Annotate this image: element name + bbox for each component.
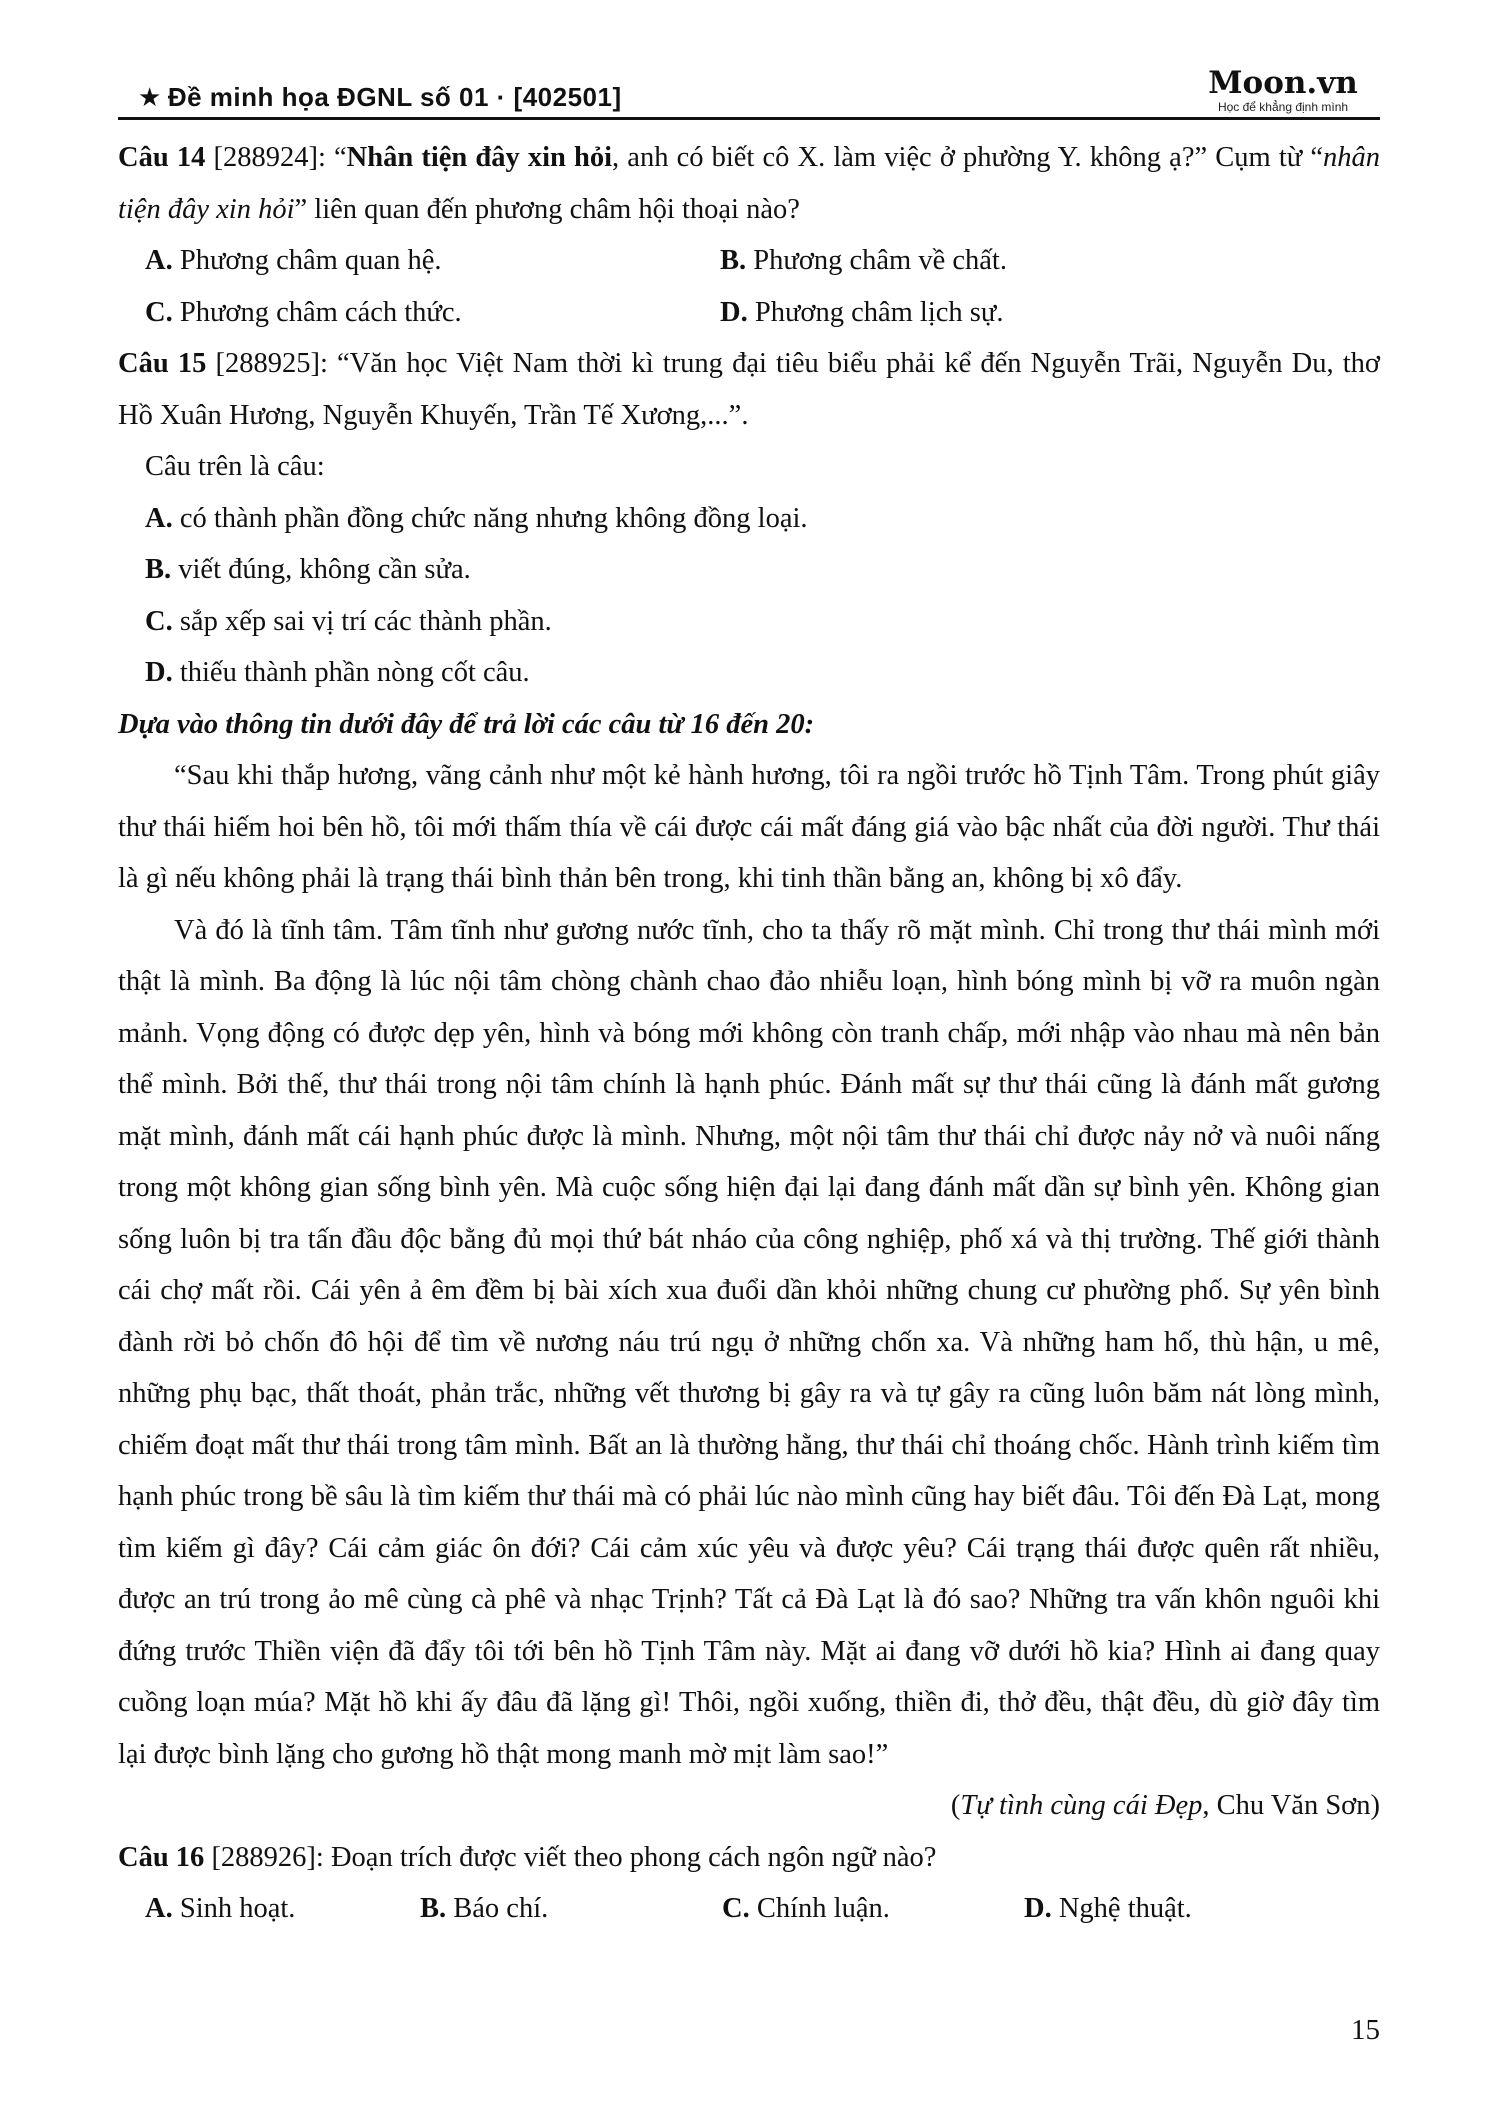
brand-name: Moon.vn — [1208, 65, 1358, 101]
question-14: Câu 14 [288924]: “Nhân tiện đây xin hỏi, anh có biết cô X. làm việc ở phường Y. không ạ?” Cụm từ “nhân tiện đây xin hỏi” liên quan đến phương châm hội thoại nào? — [118, 142, 1380, 225]
question-15: Câu 15 [288925]: “Văn học Việt Nam thời kì trung đại tiêu biểu phải kể đến Nguyễn Trãi, Nguyễn Du, thơ Hồ Xuân Hương, Nguyễn Khuyến, Trần Tế Xương,...”. — [118, 348, 1380, 431]
brand-logo — [1188, 66, 1378, 114]
page-content — [118, 132, 1380, 1935]
answer-option[interactable]: D. Phương châm lịch sự. — [720, 296, 1004, 328]
reading-instruction: Dựa vào thông tin dưới đây để trả lời các câu từ 16 đến 20: — [118, 708, 815, 740]
question-16-options — [118, 1883, 1380, 1935]
passage-paragraph: Và đó là tĩnh tâm. Tâm tĩnh như gương nước tĩnh, cho ta thấy rõ mặt mình. Chỉ trong thư thái mình mới thật là mình. Ba động là lúc nội tâm chòng chành chao đảo nhiễu loạn, hình bóng mình bị vỡ ra muôn ngàn mảnh. Vọng động có được dẹp yên, hình và bóng mới không còn tranh chấp, mới nhập vào nhau mà nên bản thể mình. Bởi thế, thư thái trong nội tâm chính là hạnh phúc. Đánh mất sự thư thái cũng là đánh mất gương mặt mình, đánh mất cái hạnh phúc được là mình. Nhưng, một nội tâm thư thái chỉ được nảy nở và nuôi nấng trong một không gian sống bình yên. Mà cuộc sống hiện đại lại đang đánh mất dần sự bình yên. Không gian sống luôn bị tra tấn đầu độc bằng đủ mọi thứ bát nháo của công nghiệp, phố xá và thị trường. Thế giới thành cái chợ mất rồi. Cái yên ả êm đềm bị bài xích xua đuổi dần khỏi những chung cư phường phố. Sự yên bình đành rời bỏ chốn đô hội để tìm về nương náu trú ngụ ở những chốn xa. Và những ham hố, thù hận, u mê, những phụ bạc, thất thoát, phản trắc, những vết thương bị gây ra và tự gây ra cũng luôn băm nát lòng mình, chiếm đoạt mất thư thái trong tâm mình. Bất an là thường hằng, thư thái chỉ thoáng chốc. Hành trình kiếm tìm hạnh phúc trong bề sâu là tìm kiếm thư thái mà có phải lúc nào mình cũng hay biết đâu. Tôi đến Đà Lạt, mong tìm kiếm gì đây? Cái cảm giác ôn đới? Cái cảm xúc yêu và được yêu? Cái trạng thái được quên rất nhiều, được an trú trong ảo mê cùng cà phê và nhạc Trịnh? Tất cả Đà Lạt là đó sao? Những tra vấn khôn nguôi khi đứng trước Thiền viện đã đẩy tôi tới bên hồ Tịnh Tâm này. Mặt ai đang vỡ dưới hồ kia? Hình ai đang quay cuồng loạn múa? Mặt hồ khi ấy đâu đã lặng gì! Thôi, ngồi xuống, thiền đi, thở đều, thật đều, dù giờ đây tìm lại được bình lặng cho gương hồ thật mong manh mờ mịt làm sao!” — [118, 914, 1380, 1770]
answer-option[interactable]: B. viết đúng, không cần sửa. — [145, 554, 471, 585]
passage-source: (Tự tình cùng cái Đẹp, Chu Văn Sơn) — [950, 1790, 1380, 1821]
page-header — [118, 66, 1380, 120]
question-14-options — [118, 235, 1380, 338]
answer-option[interactable]: A. có thành phần đồng chức năng nhưng không đồng loại. — [145, 502, 808, 534]
star-icon: ★ — [138, 82, 162, 112]
answer-option[interactable]: D. thiếu thành phần nòng cốt câu. — [145, 657, 530, 688]
answer-option[interactable]: A. Phương châm quan hệ. — [145, 245, 442, 276]
answer-option[interactable]: C. Phương châm cách thức. — [145, 296, 462, 328]
brand-tagline: Học để khẳng định mình — [1217, 100, 1349, 114]
answer-option[interactable]: B. Phương châm về chất. — [720, 245, 1007, 276]
answer-option[interactable]: C. sắp xếp sai vị trí các thành phần. — [145, 605, 552, 637]
answer-option[interactable]: A. Sinh hoạt. — [145, 1893, 296, 1924]
answer-option[interactable]: B. Báo chí. — [420, 1893, 549, 1924]
passage-paragraph: “Sau khi thắp hương, vãng cảnh như một kẻ hành hương, tôi ra ngồi trước hồ Tịnh Tâm. Trong phút giây thư thái hiếm hoi bên hồ, tôi mới thấm thía về cái được cái mất đáng giá vào bậc nhất của đời người. Thư thái là gì nếu không phải là trạng thái bình thản bên trong, khi tinh thần bằng an, không bị xô đẩy. — [118, 760, 1380, 894]
page-number: 15 — [1351, 2014, 1380, 2046]
answer-option[interactable]: D. Nghệ thuật. — [1024, 1893, 1192, 1924]
header-divider — [118, 117, 1380, 120]
exam-title: ★ Đề minh họa ĐGNL số 01 · [402501] — [138, 82, 622, 112]
question-15-prompt: Câu trên là câu: — [145, 451, 325, 482]
question-15-options — [118, 493, 1380, 699]
answer-option[interactable]: C. Chính luận. — [722, 1893, 890, 1924]
question-16: Câu 16 [288926]: Đoạn trích được viết theo phong cách ngôn ngữ nào? — [118, 1841, 937, 1873]
